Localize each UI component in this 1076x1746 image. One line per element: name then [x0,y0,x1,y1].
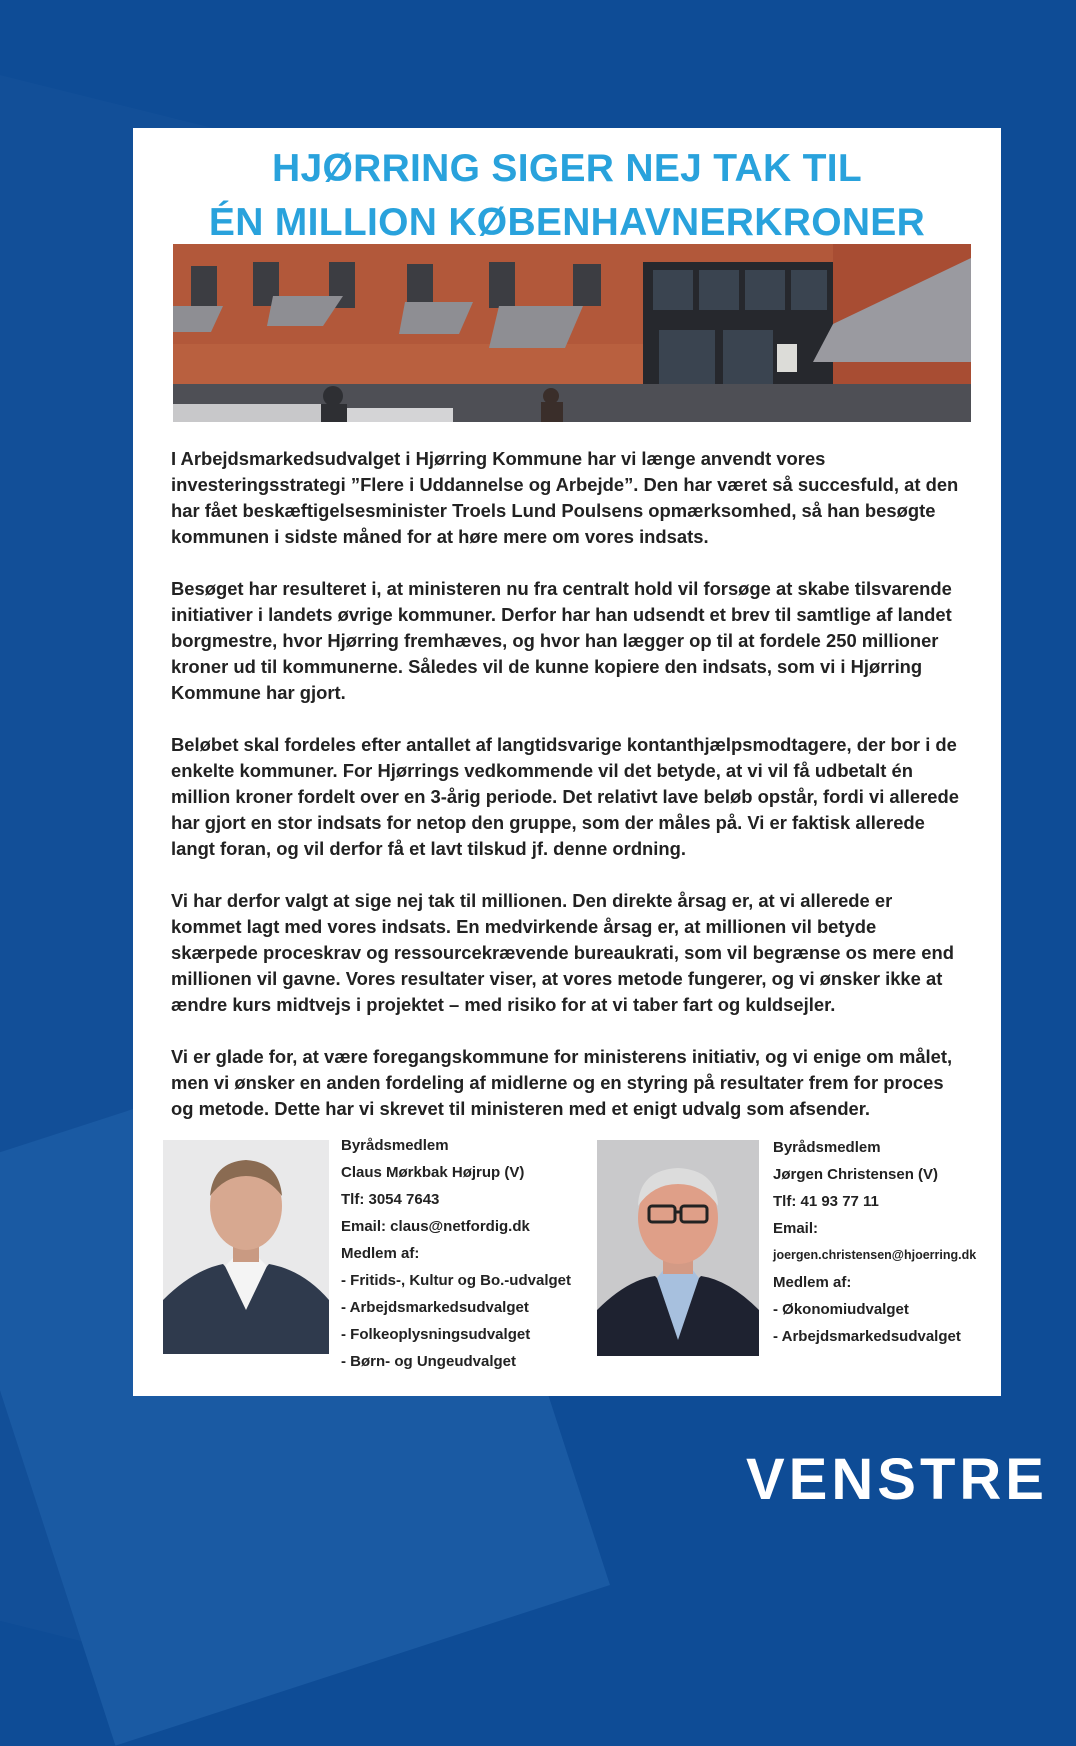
contact-phone: Tlf: 41 93 77 11 [773,1193,879,1210]
paragraph-3: Beløbet skal fordeles efter antallet af langtidsvarige kontanthjælpsmodtagere, der bor i de enkelte kommuner. For Hjørrings vedkommende vil det betyde, at vi vil få udbetalt én million kroner fordelt over en 3-årig periode. Det relativt lave beløb opstår, fordi vi allerede har gjort en stor indsats for netop den gruppe, som der måles på. Vi er faktisk allerede langt foran, og vil derfor få et lavt tilskud jf. denne ordning. [171,734,959,859]
contact-role: Byrådsmedlem [341,1137,449,1154]
member-heading: Medlem af: [341,1245,420,1262]
committee-item: - Fritids-, Kultur og Bo.-udvalget [341,1272,571,1289]
committee-item: - Børn- og Ungeudvalget [341,1353,516,1370]
portrait-claus [163,1140,329,1354]
committee-item: - Folkeoplysningsudvalget [341,1326,531,1343]
flyer-sheet [133,128,1001,1396]
contact-joergen [773,1134,999,1350]
member-heading: Medlem af: [773,1274,852,1291]
headline-line-2: ÉN MILLION KØBENHAVNERKRONER [208,201,926,244]
paragraph-5: Vi er glade for, at være foregangskommune for ministerens initiativ, og vi enige om målet, men vi ønsker en anden fordeling af midlerne og en styring på resultater frem for proces og metode. Dette har vi skrevet til ministeren med et enigt udvalg som afsender. [171,1046,953,1119]
headline [133,142,1001,250]
paragraph-1: I Arbejdsmarkedsudvalget i Hjørring Kommune har vi længe anvendt vores investeringsstrategi ”Flere i Uddannelse og Arbejde”. Den har været så succesfuld, at den har fået beskæftigelsesminister Troels Lund Poulsens opmærksomhed, så han besøgte kommunen i sidste måned for at høre mere om vores indsats. [171,448,959,547]
portrait-joergen [597,1140,759,1356]
contact-phone: Tlf: 3054 7643 [341,1191,440,1208]
contact-claus [341,1132,601,1375]
article-body [171,446,967,1148]
contact-name: Jørgen Christensen (V) [773,1166,939,1183]
contact-name: Claus Mørkbak Højrup (V) [341,1164,525,1181]
paragraph-2: Besøget har resulteret i, at ministeren nu fra centralt hold vil forsøge at skabe tilsvarende initiativer i landets øvrige kommuner. Derfor har han udsendt et brev til samtlige af landet borgmestre, hvor Hjørring fremhæves, og hvor han lægger op til at fordele 250 millioner kroner ud til kommunerne. Således vil de kunne kopiere den indsats, som vi i Hjørring Kommune har gjort. [171,578,952,703]
committee-item: - Arbejdsmarkedsudvalget [773,1328,961,1345]
committee-item: - Økonomiudvalget [773,1301,909,1318]
contact-email-label: Email: [773,1220,819,1237]
venstre-logo: VENSTRE [746,1447,1048,1512]
contact-email: Email: claus@netfordig.dk [341,1218,530,1235]
committee-item: - Arbejdsmarkedsudvalget [341,1299,529,1316]
contact-role: Byrådsmedlem [773,1139,881,1156]
contact-email: joergen.christensen@hjoerring.dk [773,1248,977,1262]
building-photo [173,244,971,422]
headline-line-1: HJØRRING SIGER NEJ TAK TIL [272,147,862,190]
paragraph-4: Vi har derfor valgt at sige nej tak til millionen. Den direkte årsag er, at vi allerede er kommet lagt med vores indsats. En medvirkende årsag er, at millionen vil betyde skærpede proceskrav og ressourcekrævende bureaukrati, som vil begrænse os mere end millionen vil gavne. Vores resultater viser, at vores metode fungerer, og vi ønsker ikke at ændre kurs midtvejs i projektet – med risiko for at vi taber fart og kuldsejler. [171,890,954,1015]
